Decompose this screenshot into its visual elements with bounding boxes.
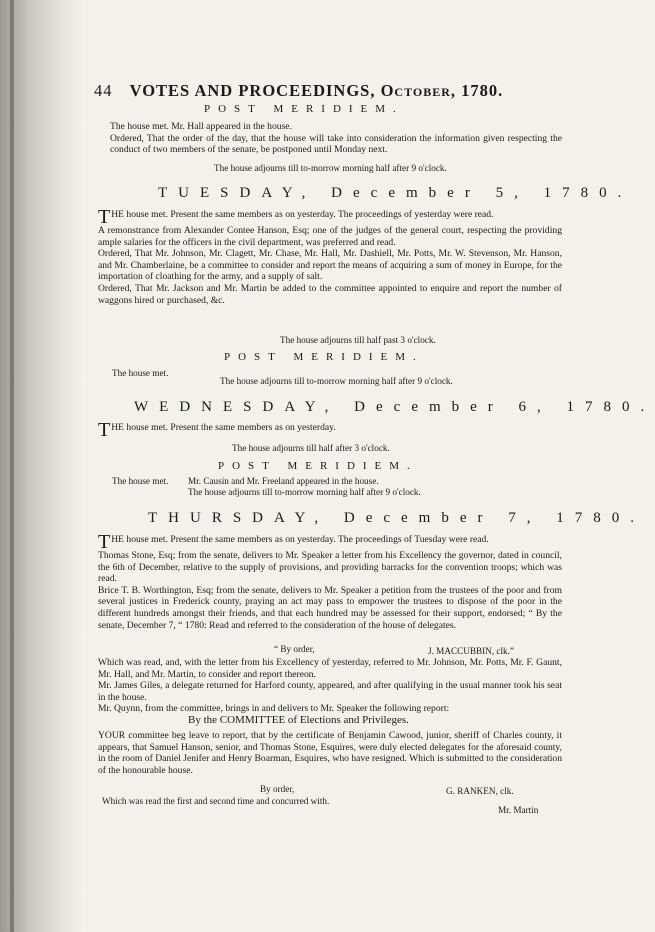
post-meridiem-heading-1: POST MERIDIEM. [204,103,404,115]
thursday-para-4: Which was read, and, with the letter from his Excellency of yesterday, referred to Mr. Johnson, Mr. Potts, Mr. F. Gaunt, Mr. Hall, and Mr. Martin, to consider and report thereon. [98,657,562,680]
wednesday-pm-met: The house met. [112,476,169,486]
tuesday-adjourn: The house adjourns till half past 3 o'clock. [280,335,436,345]
thursday-by-order: “ By order, [274,644,315,654]
report-by-order: By order, [260,784,295,794]
closing-line: Which was read the first and second time and concurred with. [102,796,330,806]
section1-text [110,121,562,156]
thursday-heading: THURSDAY, December 7, 1780. [148,510,645,526]
document-page [84,0,655,932]
wednesday-line: HE house met. Present the same members as on yesterday. [111,422,336,433]
running-head [94,81,564,101]
tuesday-para-2: A remonstrance from Alexander Contee Hanson, Esq; one of the judges of the general court, respecting the providing ample salaries for the officers in the civil department, was preferred and read. [98,225,562,248]
thursday-para-5: Mr. James Giles, a delegate returned for Harford county, appeared, and after qualifying in the usual manner took his seat in the house. [98,680,562,703]
section1-line-1: The house met. Mr. Hall appeared in the house. [110,121,292,132]
tuesday-para-3: Ordered, That Mr. Johnson, Mr. Clagett, Mr. Chase, Mr. Hall, Mr. Dashiell, Mr. Potts, Mr. W. Stevenson, Mr. Hanson, and Mr. Chamberlaine, be a committee to consider and report the means of acquiring a sum of money in Europe, for the importation of cloathing for the army, and a supply of salt. [98,248,562,283]
tuesday-text [98,206,562,306]
dropcap-t: T [98,531,111,553]
thursday-para-6: Mr. Quynn, from the committee, brings in and delivers to Mr. Speaker the following report: [98,703,450,715]
committee-heading: By the COMMITTEE of Elections and Privileges. [188,714,409,726]
thursday-para-1: HE house met. Present the same members as on yesterday. The proceedings of Tuesday were read. [111,534,489,545]
tuesday-pm-adjourn: The house adjourns till to-morrow morning half after 9 o'clock. [220,376,453,386]
dropcap-t: T [98,419,111,441]
committee-report-text: YOUR committee beg leave to report, that by the certificate of Benjamin Cawood, junior, sheriff of Charles county, it appears, that Samuel Hanson, senior, and Thomas Stone, Esquires, were duly elected delegates for the aforesaid county, in the room of Daniel Jenifer and Henry Boarman, Esquires, who have resigned. Which is submitted to the consideration of the honourable house. [98,730,562,776]
post-meridiem-heading-2: POST MERIDIEM. [224,351,424,363]
page-number: 44 [94,81,113,100]
wednesday-text [98,419,562,441]
post-meridiem-heading-3: POST MERIDIEM. [218,460,418,472]
tuesday-pm-met: The house met. [112,368,169,378]
tuesday-para-4: Ordered, That Mr. Jackson and Mr. Martin be added to the committee appointed to enquire and report the number of waggons hired or purchased, &c. [98,282,562,306]
thursday-para-3: Brice T. B. Worthington, Esq; from the senate, delivers to Mr. Speaker a petition from the trustees of the poor and from several justices in Frederick county, praying an act may pass to empower the trustees to dispose of the poor in the different hundreds amongst their friends, and that each hundred may be assessed for their support, endorsed; “ By the senate, December 7, “ 1780: Read and referred to the consideration of the house of delegates. [98,584,562,631]
section1-adjourn: The house adjourns till to-morrow morning half after 9 o'clock. [214,163,447,173]
section1-line-2: Ordered, That the order of the day, that the house will take into consideration the information given respecting the conduct of two members of the senate, be postponed until Monday next. [110,132,562,156]
report-clerk: G. RANKEN, clk. [446,786,514,796]
wednesday-pm-appeared: Mr. Causin and Mr. Freeland appeared in the house. [188,476,379,486]
dropcap-t: T [98,206,111,228]
thursday-clerk-1: J. MACCUBBIN, clk.” [428,646,515,656]
thursday-para-2: Thomas Stone, Esq; from the senate, delivers to Mr. Speaker a letter from his Excellency the governor, dated in council, the 6th of December, relative to the supply of provisions, and providing barracks for the convention troops; which was read. [98,550,562,585]
binding-edge [10,0,14,932]
thursday-text-2 [98,657,562,715]
wednesday-pm-adjourn: The house adjourns till to-morrow morning half after 9 o'clock. [188,487,421,497]
tuesday-para-1: HE house met. Present the same members as on yesterday. The proceedings of yesterday were read. [111,209,494,220]
running-title: VOTES AND PROCEEDINGS, October, 1780. [129,81,504,100]
tuesday-heading: TUESDAY, December 5, 1780. [158,185,633,201]
catchword: Mr. Martin [498,805,539,815]
committee-report [98,730,562,776]
wednesday-adjourn: The house adjourns till half after 3 o'clock. [232,443,390,453]
thursday-text [98,531,562,631]
wednesday-heading: WEDNESDAY, December 6, 1780. [134,399,655,415]
